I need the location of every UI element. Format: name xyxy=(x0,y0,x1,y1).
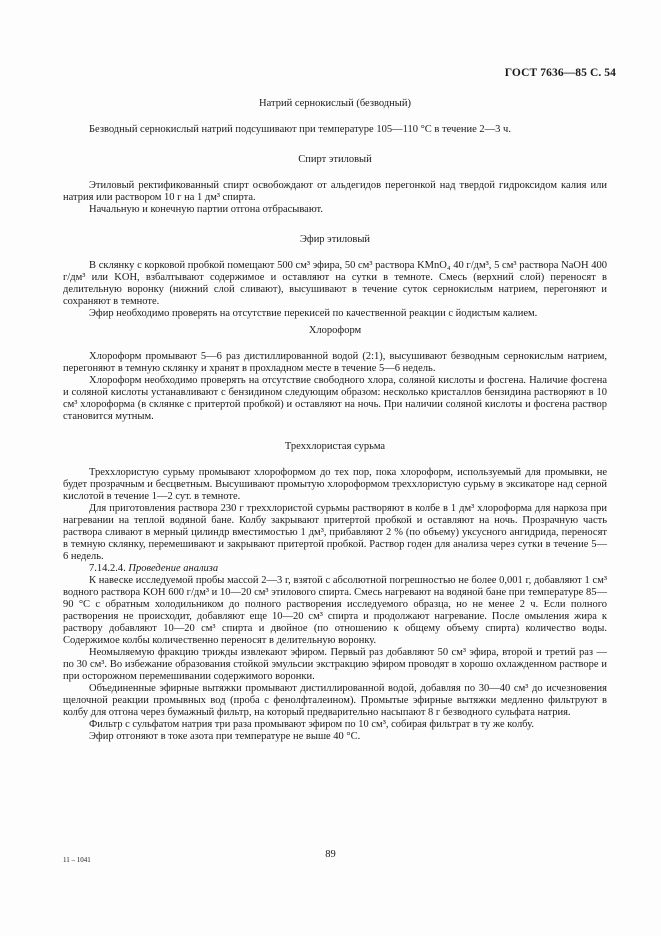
section-heading-ethyl-ether: Эфир этиловый xyxy=(299,234,371,245)
section-heading-antimony-trichloride: Треххлористая сурьма xyxy=(284,441,386,452)
paragraph: Начальную и конечную партии отгона отбрасывают. xyxy=(89,204,323,215)
paragraph: Эфир отгоняют в токе азота при температуре не выше 40 °С. xyxy=(89,731,361,742)
page-content xyxy=(63,98,607,743)
section-heading-chloroform: Хлороформ xyxy=(308,325,362,336)
paragraph: Безводный сернокислый натрий подсушивают при температуре 105—110 °С в течение 2—3 ч. xyxy=(89,124,511,135)
paragraph: Фильтр с сульфатом натрия три раза промывают эфиром по 10 см³, собирая фильтрат в ту же колбу. xyxy=(89,719,534,730)
analysis-title: Проведение анализа xyxy=(128,563,219,574)
analysis-subheading xyxy=(63,563,607,575)
page-header: ГОСТ 7636—85 С. 54 xyxy=(504,67,616,79)
paragraph: Неомыляемую фракцию трижды извлекают эфиром. Первый раз добавляют 50 см³ эфира, второй и третий раз — по 30 см³. Во избежание образования стойкой эмульсии экстракцию эфиром проводят в хорошо охлажденном растворе и при осторожном перемешивании содержимого воронки. xyxy=(63,647,607,682)
paragraph: Эфир необходимо проверять на отсутствие перекисей по качественной реакции с йодистым калием. xyxy=(89,308,538,319)
paragraph: Этиловый ректификованный спирт освобождают от альдегидов перегонкой над твердой гидроксидом калия или натрия или раствором 10 г на 1 дм³ спирта. xyxy=(63,180,607,203)
section-heading-sodium-sulfate: Натрий сернокислый (безводный) xyxy=(259,98,411,109)
paragraph: В склянку с корковой пробкой помещают 500 см³ эфира, 50 см³ раствора KMnO₄ 40 г/дм³, 5 см³ раствора NaOH 400 г/дм³ или KOH, взбалтывают содержимое и оставляют на сутки в темноте. Смесь (верхний слой) переносят в делительную воронку (нижний слой сливают), высушивают в течение суток сернокислым натрием, перегоняют и сохраняют в темноте. xyxy=(63,260,607,307)
paragraph: Хлороформ необходимо проверять на отсутствие свободного хлора, соляной кислоты и фосгена. Наличие фосгена и соляной кислоты устанавливают с бензидином следующим образом: несколько кристаллов бензидина растворяют в 10 см³ хлороформа (в склянке с притертой пробкой) и оставляют на ночь. При наличии соляной кислоты и фосгена раствор становится мутным. xyxy=(63,375,607,422)
section-heading-ethyl-alcohol: Спирт этиловый xyxy=(298,154,372,165)
paragraph: Треххлористую сурьму промывают хлороформом до тех пор, пока хлороформ, используемый для промывки, не будет прозрачным и бесцветным. Высушивают промытую хлороформом треххлористую сурьму в эксикаторе над серной кислотой в течение 1—2 сут. в темноте. xyxy=(63,467,607,502)
paragraph: Хлороформ промывают 5—6 раз дистиллированной водой (2:1), высушивают безводным сернокислым натрием, перегоняют в темную склянку и хранят в прохладном месте в течение 5—6 недель. xyxy=(63,351,607,374)
paragraph: Для приготовления раствора 230 г треххлористой сурьмы растворяют в колбе в 1 дм³ хлороформа для наркоза при нагревании на теплой водяной бане. Колбу закрывают притертой пробкой и оставляют на ночь. Прозрачную часть раствора сливают в мерный цилиндр вместимостью 1 дм³, прибавляют 2 % (по объему) уксусного ангидрида, переносят в темную склянку, перемешивают и закрывают притертой пробкой. Раствор годен для анализа через сутки в течение 5—6 недель. xyxy=(63,503,607,562)
paragraph: Объединенные эфирные вытяжки промывают дистиллированной водой, добавляя по 30—40 см³ до исчезновения щелочной реакции промывных вод (проба с фенолфталеином). Промытые эфирные вытяжки медленно фильтруют в колбу для отгона через бумажный фильтр, на который предварительно насыпают 8 г безводного сульфата натрия. xyxy=(63,683,607,718)
paragraph: К навеске исследуемой пробы массой 2—3 г, взятой с абсолютной погрешностью не более 0,001 г, добавляют 1 см³ водного раствора KOH 600 г/дм³ и 10—20 см³ этилового спирта. Смесь нагревают на водяной бане при температуре 85—90 °С с обратным холодильником до полного растворения исследуемого образца, но не менее 2 ч. Если полного растворения не происходит, добавляют еще 10—20 см³ спирта и продолжают нагревание. После омыления жира к раствору добавляют 10—20 см³ спирта и двойное (по отношению к общему объему спирта) количество воды. Содержимое колбы количественно переносят в делительную воронку. xyxy=(63,575,607,646)
print-code: 11 – 1041 xyxy=(63,856,91,864)
page-number: 89 xyxy=(325,849,336,860)
analysis-number: 7.14.2.4. xyxy=(89,563,126,574)
